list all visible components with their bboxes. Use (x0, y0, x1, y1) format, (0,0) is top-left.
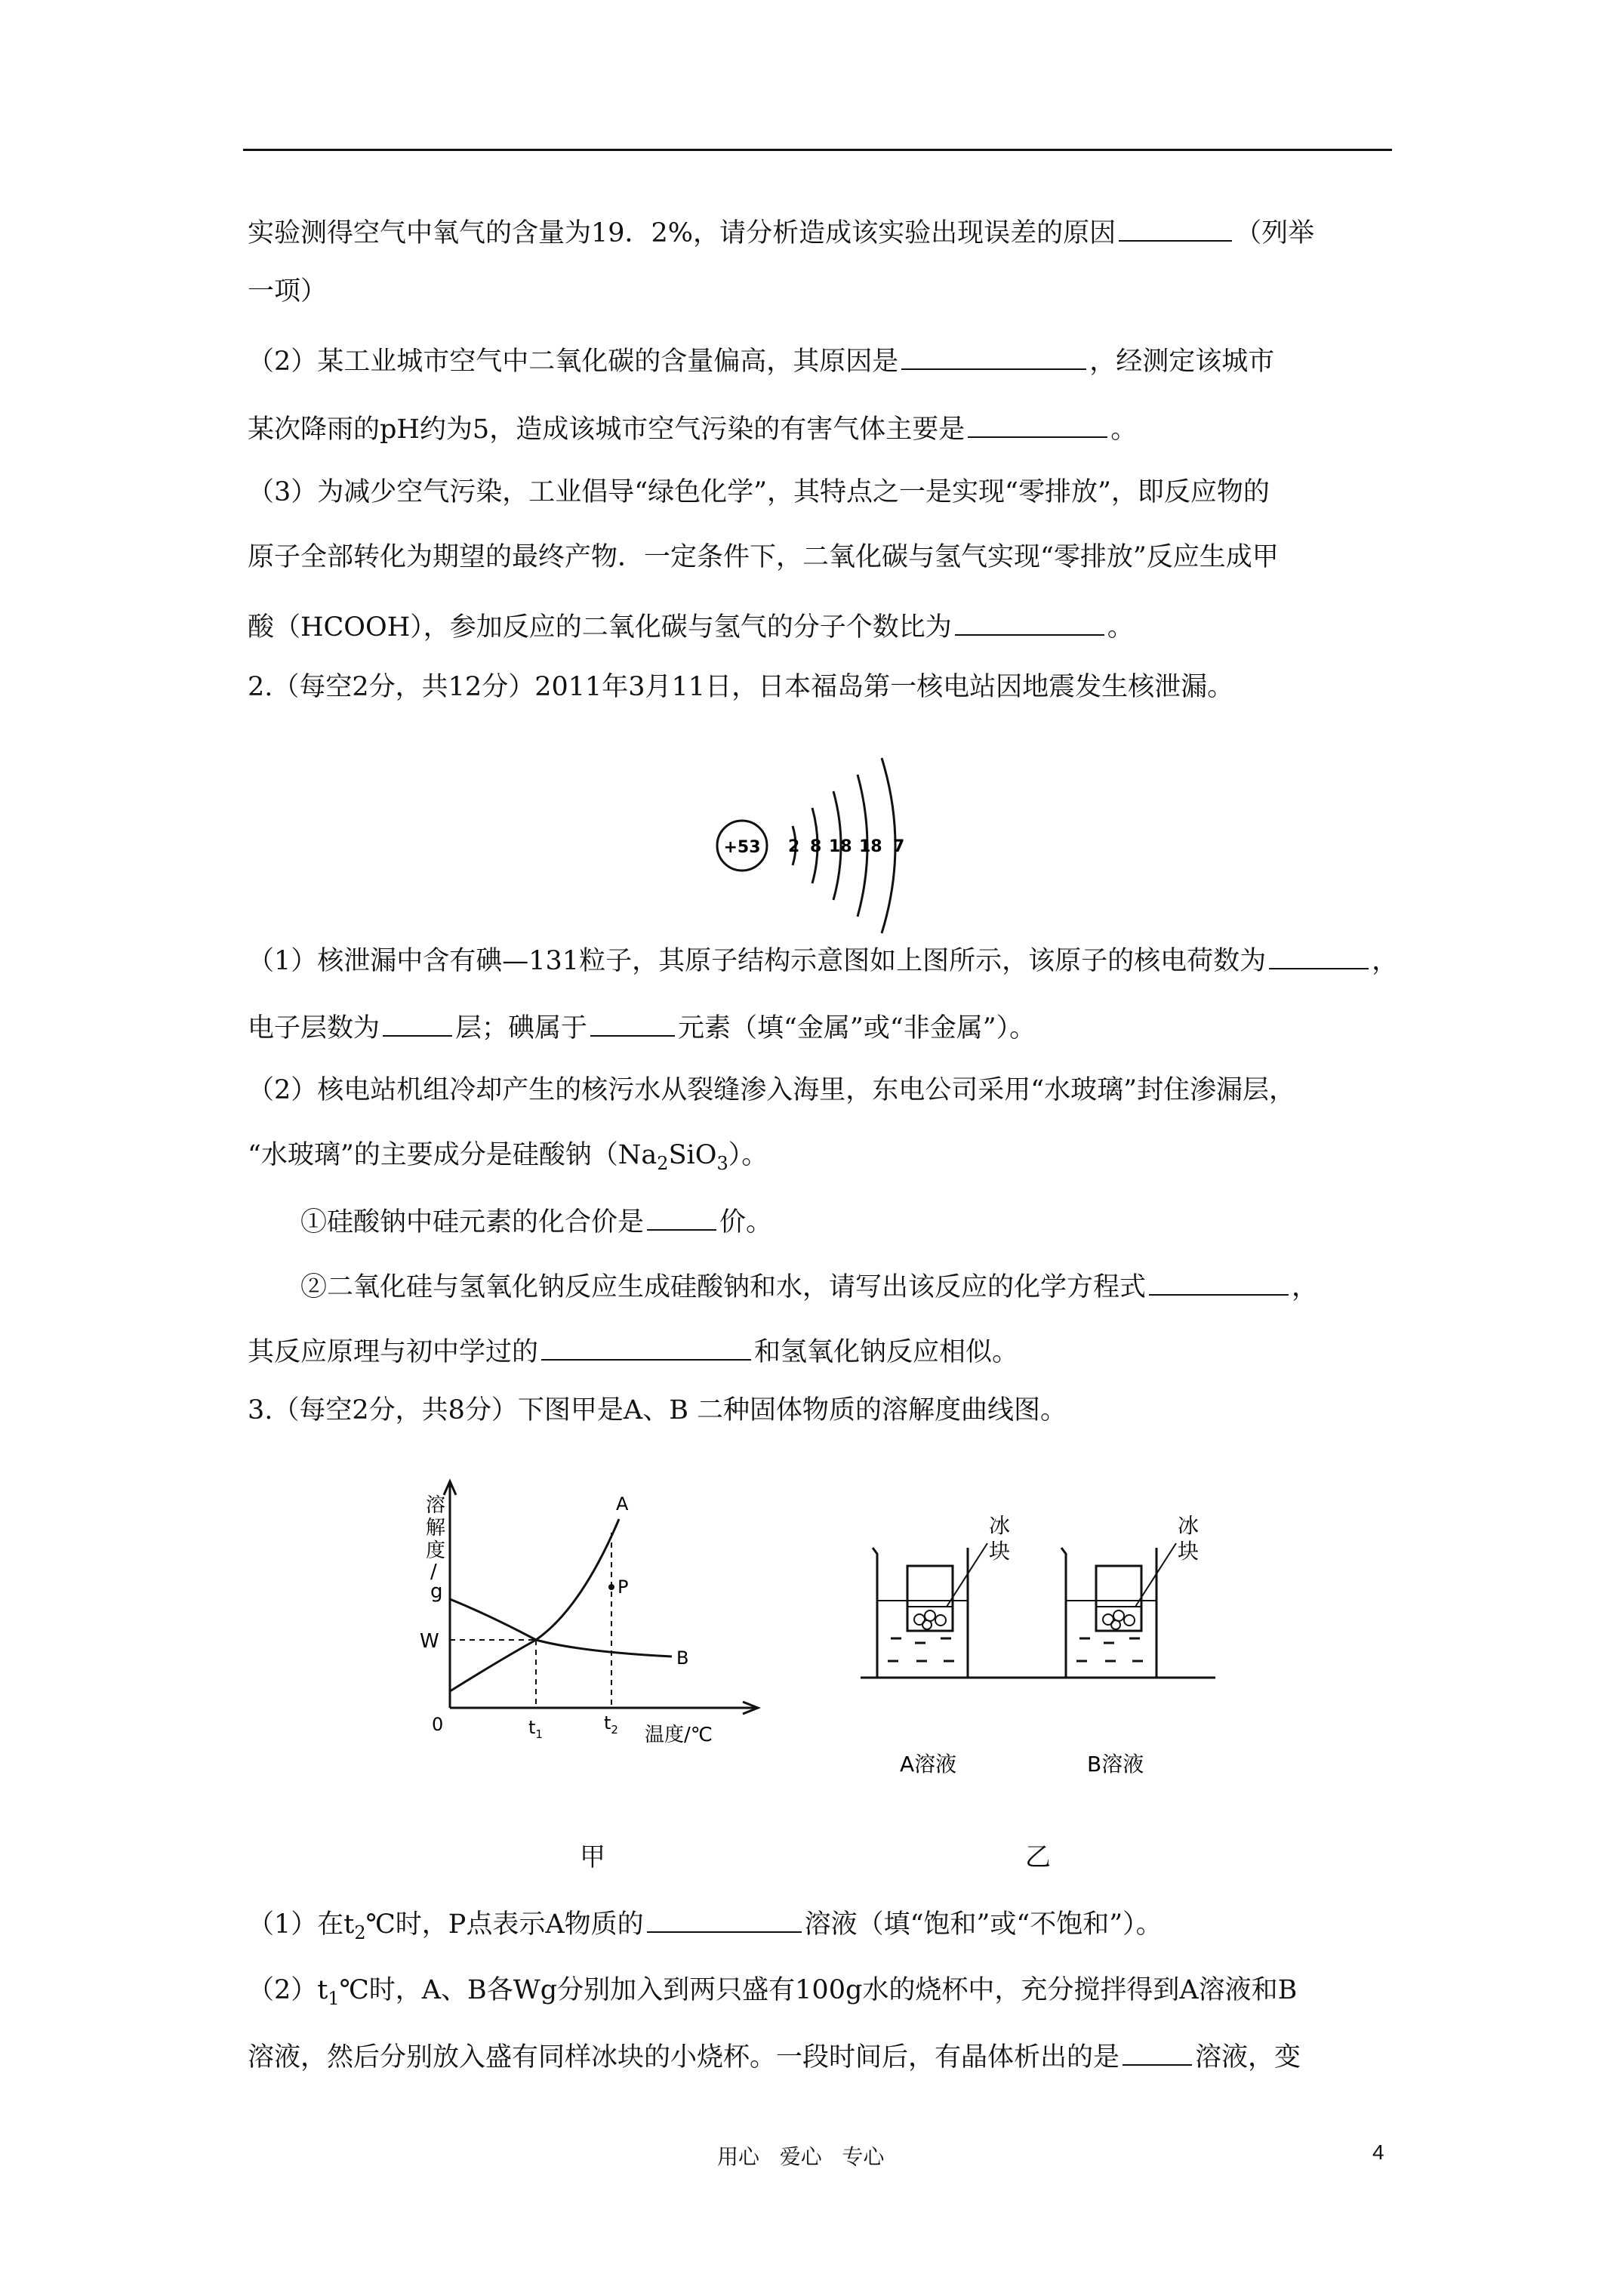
y-axis-label-char: 解 (426, 1517, 446, 1539)
text-line: “水玻璃”的主要成分是硅酸钠$(Na_2SiO_3)$。 (248, 1140, 768, 1174)
page-footer: 用心 爱心 专心 (717, 2144, 885, 2169)
text-line: （2）某工业城市空气中二氧化碳的含量偏高，其原因是 ，经测定该城市 (248, 343, 1274, 378)
text-line: （1）在$t_2℃$时，P点表示A物质的 溶液（填“饱和”或“不饱和”）。 (248, 1906, 1163, 1949)
answer-blank[interactable] (541, 1333, 751, 1361)
beaker-b (1061, 1513, 1199, 1678)
question-2-heading: 2.（每空2分，共12分）2011年3月11日，日本福岛第一核电站因地震发生核泄漏。 (248, 672, 1234, 702)
origin-label: 0 (432, 1714, 444, 1735)
answer-blank[interactable] (647, 1906, 802, 1933)
nucleus-charge: +53 (723, 838, 761, 857)
shell-electron-count: 8 (810, 837, 822, 856)
ice-label-char: 块 (989, 1539, 1011, 1564)
ice-label-char: 块 (1178, 1539, 1200, 1564)
text-line: ②二氧化硅与氢氧化钠反应生成硅酸钠和水，请写出该反应的化学方程式 ， (300, 1268, 1318, 1304)
curve-b (450, 1599, 672, 1657)
t1-label: $t_1$ (528, 1717, 543, 1741)
question-3-heading: 3.（每空2分，共8分）下图甲是A、B 二种固体物质的溶解度曲线图。 (248, 1395, 1067, 1425)
answer-blank[interactable] (968, 411, 1107, 438)
t2-label: $t_2$ (604, 1712, 618, 1737)
answer-blank[interactable] (1149, 1268, 1289, 1296)
y-axis-label-char: 溶 (426, 1494, 446, 1517)
point-p-marker (608, 1584, 614, 1590)
w-tick-label: W (420, 1630, 439, 1653)
y-axis-label-char: g (430, 1580, 443, 1603)
curve-a-label: A (616, 1493, 629, 1515)
answer-blank[interactable] (901, 343, 1086, 370)
text-line: ①硅酸钠中硅元素的化合价是 价。 (300, 1203, 772, 1239)
figure-caption-jia: 甲 (580, 1842, 605, 1872)
text-line: 原子全部转化为期望的最终产物．一定条件下，二氧化碳与氢气实现“零排放”反应生成甲 (248, 542, 1279, 572)
answer-blank[interactable] (647, 1203, 716, 1231)
ice-label-char: 冰 (989, 1513, 1011, 1538)
shell-electron-count: 18 (829, 837, 852, 856)
figure-caption-yi: 乙 (1025, 1842, 1051, 1872)
text-line: 溶液，然后分别放入盛有同样冰块的小烧杯。一段时间后，有晶体析出的是 溶液，变 (248, 2039, 1301, 2074)
answer-blank[interactable] (383, 1009, 452, 1037)
beaker-a-caption: A溶液 (900, 1752, 957, 1777)
text-line: 酸（HCOOH），参加反应的二氧化碳与氢气的分子个数比为 。 (248, 609, 1134, 644)
text-line: （1）核泄漏中含有碘—131粒子，其原子结构示意图如上图所示，该原子的核电荷数为 ， (248, 942, 1398, 978)
text-line: （2）核电站机组冷却产生的核污水从裂缝渗入海里，东电公司采用“水玻璃”封住渗漏层， (248, 1075, 1296, 1105)
text-line: 一项） (248, 276, 328, 307)
y-axis-label-char: 度 (426, 1539, 446, 1562)
text-line: 电子层数为 层；碘属于 元素（填“金属”或“非金属”）。 (248, 1009, 1036, 1045)
curve-b-label: B (676, 1647, 689, 1669)
shell-electron-count: 18 (859, 837, 882, 856)
beaker-diagram (853, 1510, 1246, 1782)
text-line: 其反应原理与初中学过的 和氢氧化钠反应相似。 (248, 1333, 1018, 1369)
page-number: 4 (1372, 2140, 1384, 2164)
text-line: $(2)t_1℃$时，A、B各Wg分别加入到两只盛有100g水的烧杯中，充分搅拌得到A溶液和B (248, 1975, 1298, 2009)
answer-blank[interactable] (590, 1009, 675, 1037)
iodine-atom-structure-diagram (710, 747, 913, 951)
shell-electron-count: 2 (788, 837, 800, 856)
answer-blank[interactable] (1123, 2039, 1192, 2066)
beaker-a (873, 1513, 1010, 1678)
ice-label-char: 冰 (1178, 1513, 1200, 1538)
answer-blank[interactable] (1269, 942, 1369, 969)
answer-blank[interactable] (1119, 214, 1232, 242)
x-axis-label: 温度/℃ (645, 1724, 713, 1746)
text-line: 某次降雨的pH约为5，造成该城市空气污染的有害气体主要是 。 (248, 411, 1137, 446)
answer-blank[interactable] (955, 609, 1104, 636)
beaker-b-caption: B溶液 (1087, 1752, 1144, 1777)
solubility-curve-graph (393, 1472, 770, 1752)
text-line: 实验测得空气中氧气的含量为19．2%，请分析造成该实验出现误差的原因 （列举 (248, 214, 1314, 250)
header-rule (243, 149, 1392, 151)
curve-a (450, 1519, 619, 1691)
text-line: （3）为减少空气污染，工业倡导“绿色化学”，其特点之一是实现“零排放”，即反应物的 (248, 477, 1270, 507)
y-axis-label-char: / (430, 1561, 437, 1583)
point-p-label: P (617, 1576, 629, 1598)
shell-electron-count: 7 (893, 837, 905, 856)
